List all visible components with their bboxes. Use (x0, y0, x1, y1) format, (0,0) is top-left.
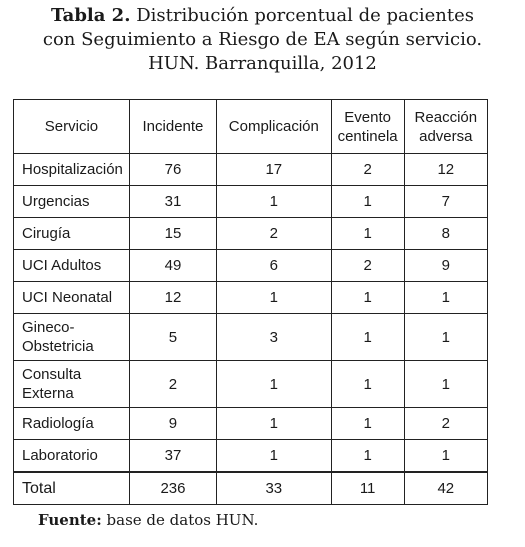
header-complicacion: Complicación (217, 100, 332, 154)
header-reaccion-line-1: Reacción (414, 108, 478, 126)
cell-reaccion: 1 (404, 361, 487, 408)
cell-incidente: 2 (129, 361, 216, 408)
cell-evento: 1 (331, 361, 404, 408)
cell-evento: 1 (331, 408, 404, 440)
cell-incidente: 9 (129, 408, 216, 440)
cell-complicacion: 17 (217, 154, 332, 186)
cell-servicio (14, 408, 130, 440)
cell-evento: 1 (331, 282, 404, 314)
servicio-text: Gineco- (22, 319, 75, 336)
table-row (14, 218, 488, 250)
table-row (14, 314, 488, 361)
header-evento-line-2: centinela (337, 127, 398, 145)
cell-incidente: 12 (129, 282, 216, 314)
total-label: Total (14, 472, 130, 505)
cell-reaccion: 1 (404, 282, 487, 314)
header-reaccion-line-2: adversa (419, 127, 473, 145)
table-row (14, 250, 488, 282)
cell-servicio (14, 314, 130, 361)
caption-line-1 (0, 4, 525, 28)
cell-incidente: 37 (129, 440, 216, 473)
source-note (38, 511, 258, 529)
cell-reaccion: 1 (404, 440, 487, 473)
cell-servicio (14, 218, 130, 250)
cell-evento: 1 (331, 218, 404, 250)
servicio-text: Laboratorio (22, 447, 98, 464)
table-row (14, 440, 488, 473)
servicio-text: Consulta (22, 366, 82, 383)
cell-servicio (14, 250, 130, 282)
cell-complicacion: 2 (217, 218, 332, 250)
header-reaccion-adversa (404, 100, 487, 154)
cell-complicacion: 1 (217, 361, 332, 408)
table-row (14, 186, 488, 218)
servicio-text: Externa (22, 385, 74, 402)
cell-complicacion: 1 (217, 408, 332, 440)
cell-evento: 2 (331, 154, 404, 186)
caption-line-3: HUN. Barranquilla, 2012 (148, 53, 377, 74)
caption-line-2: con Seguimiento a Riesgo de EA según servicio. (42, 29, 483, 50)
cell-servicio (14, 154, 130, 186)
header-evento-centinela (331, 100, 404, 154)
cell-incidente: 15 (129, 218, 216, 250)
cell-complicacion: 6 (217, 250, 332, 282)
cell-evento: 1 (331, 314, 404, 361)
source-label: Fuente: (38, 511, 102, 529)
cell-servicio (14, 361, 130, 408)
cell-evento: 1 (331, 186, 404, 218)
servicio-text: UCI Neonatal (22, 289, 113, 306)
servicio-text: Cirugía (22, 225, 71, 242)
table-row (14, 154, 488, 186)
caption-title-part-1: Distribución porcentual de pacientes (130, 5, 474, 26)
source-text: base de datos HUN. (101, 511, 259, 529)
header-row (14, 100, 488, 154)
cell-reaccion: 1 (404, 314, 487, 361)
cell-reaccion: 12 (404, 154, 487, 186)
data-table (13, 99, 488, 505)
cell-complicacion: 1 (217, 186, 332, 218)
servicio-text: Hospitalización (22, 161, 123, 178)
header-servicio: Servicio (14, 100, 130, 154)
servicio-text: Obstetricia (22, 338, 94, 355)
caption-label: Tabla 2. (50, 5, 131, 26)
table-caption (0, 4, 525, 76)
cell-evento: 2 (331, 250, 404, 282)
cell-complicacion: 3 (217, 314, 332, 361)
servicio-text: Urgencias (22, 193, 90, 210)
cell-reaccion: 9 (404, 250, 487, 282)
cell-incidente: 5 (129, 314, 216, 361)
cell-evento: 1 (331, 440, 404, 473)
header-evento-line-1: Evento (344, 108, 391, 126)
table-row (14, 361, 488, 408)
cell-servicio (14, 186, 130, 218)
table-body (14, 154, 488, 473)
total-row (14, 472, 488, 505)
cell-reaccion: 7 (404, 186, 487, 218)
total-reaccion: 42 (404, 472, 487, 505)
cell-reaccion: 8 (404, 218, 487, 250)
cell-reaccion: 2 (404, 408, 487, 440)
cell-complicacion: 1 (217, 282, 332, 314)
total-incidente: 236 (129, 472, 216, 505)
servicio-text: Radiología (22, 415, 94, 432)
header-incidente: Incidente (129, 100, 216, 154)
table-row (14, 408, 488, 440)
table-row (14, 282, 488, 314)
cell-incidente: 31 (129, 186, 216, 218)
servicio-text: UCI Adultos (22, 257, 102, 274)
cell-servicio (14, 440, 130, 473)
cell-complicacion: 1 (217, 440, 332, 473)
cell-incidente: 76 (129, 154, 216, 186)
cell-incidente: 49 (129, 250, 216, 282)
total-evento: 11 (331, 472, 404, 505)
cell-servicio (14, 282, 130, 314)
total-complicacion: 33 (217, 472, 332, 505)
